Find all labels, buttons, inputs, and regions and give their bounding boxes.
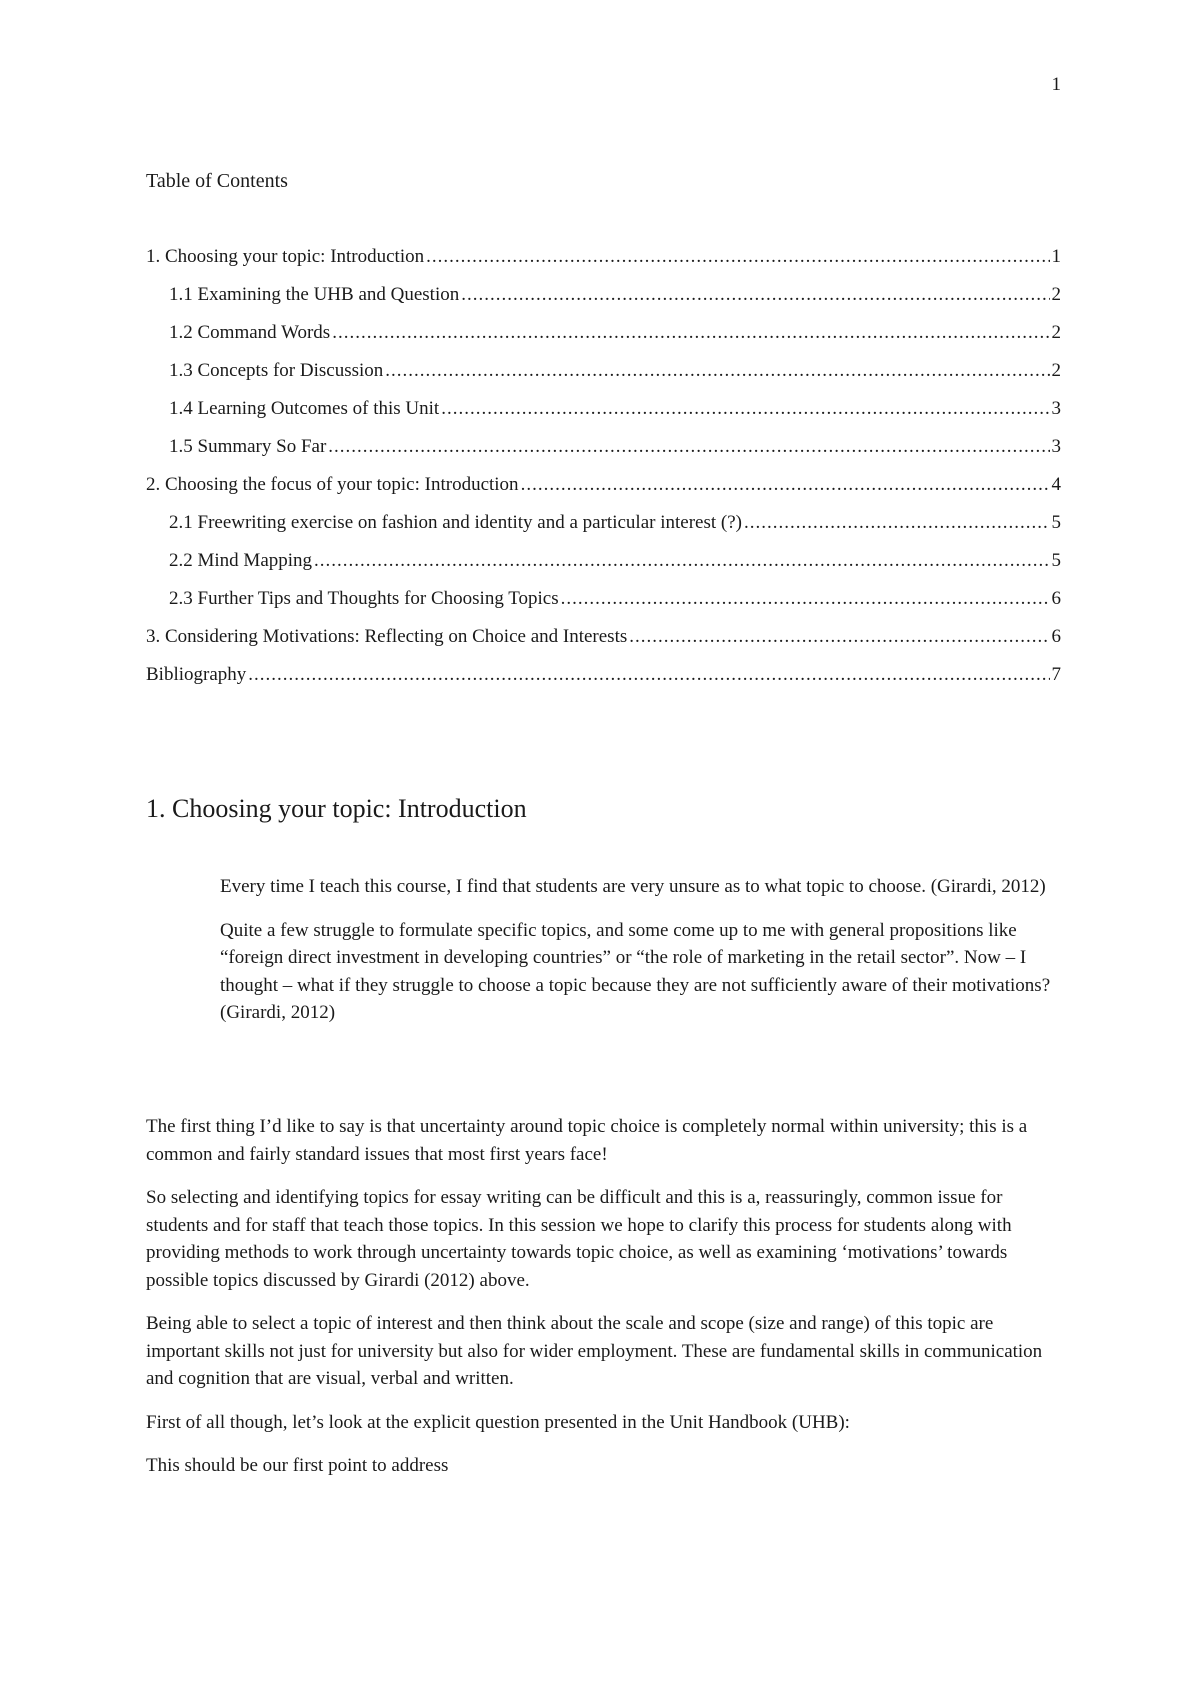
toc-entry[interactable] <box>146 624 1061 662</box>
toc-entry-page: 4 <box>1051 474 1061 495</box>
body-text <box>146 1113 1066 1496</box>
block-quote: Quite a few struggle to formulate specific topics, and some come up to me with general propositions like “foreign direct investment in developing countries” or “the role of marketing in the retail sector”. Now – I thought – what if they struggle to choose a topic because they are not sufficiently aware of their motivations? (Girardi, 2012) <box>220 919 1051 1023</box>
toc-entry[interactable] <box>146 586 1061 624</box>
toc-entry[interactable] <box>146 358 1061 396</box>
toc-leader-dots <box>441 396 1049 422</box>
toc-entry[interactable] <box>146 282 1061 320</box>
section-heading: 1. Choosing your topic: Introduction <box>146 794 527 823</box>
toc-entry-title: 2.3 Further Tips and Thoughts for Choosing Topics <box>169 588 559 609</box>
toc-entry[interactable] <box>146 510 1061 548</box>
toc-entry-title: 1.4 Learning Outcomes of this Unit <box>169 398 440 419</box>
paragraph: So selecting and identifying topics for essay writing can be difficult and this is a, reassuringly, common issue for students and for staff that teach those topics. In this session we hope to clarify this process for students along with providing methods to work through uncertainty towards topic choice, as well as examining ‘motivations’ towards possible topics discussed by Girardi (2012) above. <box>146 1187 1012 1291</box>
toc-leader-dots <box>426 244 1049 270</box>
toc-entry-page: 5 <box>1051 550 1061 571</box>
toc-entry-page: 2 <box>1051 360 1061 381</box>
toc-entry-title: 2. Choosing the focus of your topic: Introduction <box>146 474 519 495</box>
toc-entry[interactable] <box>146 548 1061 586</box>
toc-leader-dots <box>561 586 1050 612</box>
toc-entry-page: 3 <box>1051 436 1061 457</box>
toc-entry-title: 1. Choosing your topic: Introduction <box>146 246 425 267</box>
toc-entry[interactable] <box>146 472 1061 510</box>
toc-entry-title: 1.2 Command Words <box>169 322 331 343</box>
toc-leader-dots <box>328 434 1049 460</box>
toc-entry-title: Bibliography <box>146 664 247 685</box>
toc-entry-page: 6 <box>1051 588 1061 609</box>
paragraph: The first thing I’d like to say is that uncertainty around topic choice is completely normal within university; this is a common and fairly standard issues that most first years face! <box>146 1116 1028 1165</box>
toc-entry-page: 7 <box>1051 664 1061 685</box>
toc-entry-page: 6 <box>1051 626 1061 647</box>
toc-entry-title: 1.3 Concepts for Discussion <box>169 360 384 381</box>
block-quote: Every time I teach this course, I find that students are very unsure as to what topic to choose. (Girardi, 2012) <box>220 876 1046 897</box>
toc-entry-page: 5 <box>1051 512 1061 533</box>
toc-entry-title: 1.1 Examining the UHB and Question <box>169 284 460 305</box>
paragraph: First of all though, let’s look at the explicit question presented in the Unit Handbook (UHB): <box>146 1411 850 1433</box>
toc-leader-dots <box>461 282 1049 308</box>
block-quotes <box>220 873 1065 1043</box>
toc-entry-page: 1 <box>1051 246 1061 267</box>
toc-entry-page: 3 <box>1051 398 1061 419</box>
toc-leader-dots <box>629 624 1049 650</box>
toc-entry[interactable] <box>146 662 1061 700</box>
toc-entry-page: 2 <box>1051 284 1061 305</box>
toc-leader-dots <box>385 358 1049 384</box>
toc-entry-title: 2.1 Freewriting exercise on fashion and identity and a particular interest (?) <box>169 512 742 533</box>
paragraph: This should be our first point to address <box>146 1455 449 1476</box>
toc-entry[interactable] <box>146 396 1061 434</box>
toc-entry-page: 2 <box>1051 322 1061 343</box>
toc-leader-dots <box>248 662 1049 688</box>
toc-heading: Table of Contents <box>146 170 288 192</box>
toc-entry[interactable] <box>146 244 1061 282</box>
table-of-contents <box>146 244 1061 700</box>
toc-entry-title: 2.2 Mind Mapping <box>169 550 313 571</box>
paragraph: Being able to select a topic of interest and then think about the scale and scope (size and range) of this topic are important skills not just for university but also for wider employment. These are fundamental skills in communication and cognition that are visual, verbal and written. <box>146 1313 1043 1389</box>
toc-entry[interactable] <box>146 320 1061 358</box>
toc-entry-title: 1.5 Summary So Far <box>169 436 327 457</box>
toc-leader-dots <box>521 472 1050 498</box>
toc-leader-dots <box>314 548 1049 574</box>
page-number: 1 <box>1051 74 1061 95</box>
toc-entry-title: 3. Considering Motivations: Reflecting on Choice and Interests <box>146 626 628 647</box>
toc-entry[interactable] <box>146 434 1061 472</box>
toc-leader-dots <box>744 510 1050 536</box>
toc-leader-dots <box>332 320 1049 346</box>
